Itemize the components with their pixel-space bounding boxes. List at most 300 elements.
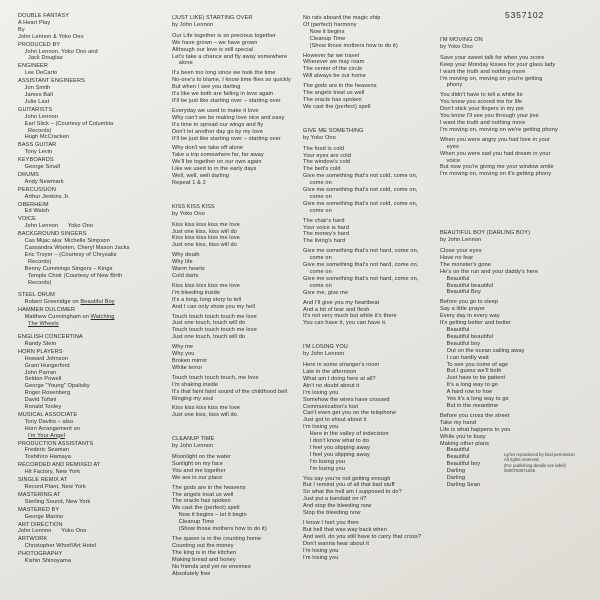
lyric-line: So what the hell am I supposed to do? — [303, 489, 402, 496]
lyric-line: eyes — [440, 143, 459, 150]
lyric-line: Cleanup Time — [303, 35, 346, 42]
credit-line: Records) — [18, 258, 52, 265]
lyric-line: Give me something that's not cold, come on, — [303, 187, 418, 194]
credit-line: George Marino — [18, 513, 64, 520]
lyric-line: I'm losing you — [303, 547, 339, 554]
credit-section — [18, 477, 168, 491]
credit-section — [18, 107, 168, 142]
lyric-line: Like we used to in the early days — [172, 166, 257, 173]
lyric-line: But now you're giving me your window smile — [440, 164, 554, 171]
lyric-line: Beautiful — [440, 454, 470, 461]
lyric-line: And a bit of tear and flesh — [303, 306, 370, 313]
credit-section — [18, 412, 168, 440]
lyric-line: And well, do you still have to carry that cross? — [303, 533, 422, 540]
stanza — [303, 218, 437, 246]
lyric-line: No rats aboard the magic ship — [303, 15, 381, 21]
credit-section-heading: PHOTOGRAPHY — [18, 551, 63, 558]
lyric-line: It's a long, long story to tell — [172, 296, 242, 303]
credit-line: Record Plant, New York — [18, 484, 86, 490]
lyric-line: Stop the bleeding now — [303, 510, 361, 517]
lyric-line: But when I see you darling — [172, 84, 241, 91]
credit-section — [18, 292, 168, 306]
lyric-line: Why you — [172, 351, 195, 358]
lyric-line: Communication's lost — [303, 403, 358, 410]
lyric-line: Touch touch touch touch me love — [172, 313, 257, 320]
lyric-line: Just one touch, touch will do — [172, 320, 246, 327]
credit-section — [18, 202, 168, 216]
lyric-line: Broken mirror — [172, 357, 208, 364]
credit-section-heading: RECORDED AND REMIXED AT — [18, 462, 101, 469]
lyric-line: Kiss kiss kiss kiss me love — [172, 282, 240, 289]
credit-section — [18, 307, 168, 328]
lyric-line: I'm losing you — [303, 554, 339, 561]
lyric-line: No friends and yet no enemies — [172, 563, 251, 570]
lyric-line: Why don't we take off alone — [172, 145, 244, 152]
lyric-line: voice — [440, 157, 461, 164]
song-title: CLEANUP TIME — [172, 436, 215, 443]
lyric-line: It's time to spread our wings and fly — [172, 121, 264, 128]
credit-line: Howard Johnson — [18, 355, 69, 362]
lyric-line: You know I'll see you through your jive — [440, 113, 539, 120]
lyric-line: The angels treat us well — [303, 90, 365, 97]
credit-line: Roger Rosenberg — [18, 390, 71, 397]
lyric-line: Moonlight on the water — [172, 454, 231, 461]
footer-line: Lyrics reproduced by kind permission — [504, 452, 575, 457]
stanza — [172, 405, 300, 419]
lyric-line: Keep your Monday kisses for your glass lady — [440, 61, 556, 68]
credit-line: George "Young" Opalisky — [18, 383, 90, 390]
catalog-number: 5357102 — [505, 10, 545, 20]
lyric-line: I'm shaking inside — [172, 381, 219, 388]
lyric-line: I don't know what to do — [303, 438, 369, 445]
lyric-line: You didn't have to tell a white lie — [440, 92, 523, 99]
credit-section-heading: BASS GUITAR — [18, 142, 57, 149]
credit-section — [18, 441, 168, 462]
stanza — [303, 520, 437, 561]
lyric-line: Warm hearts — [172, 266, 205, 273]
credit-section-heading: VOICE — [18, 216, 36, 223]
song-title: KISS KISS KISS — [172, 203, 215, 210]
lyric-line: Beautiful — [440, 275, 470, 282]
lyrics-column-3 — [440, 37, 576, 489]
credit-line: Andy Newmark — [18, 178, 64, 185]
lyric-line: Life is what happens to you — [440, 426, 511, 433]
lyric-line: Touch touch touch touch, me love — [172, 374, 259, 381]
credit-section — [18, 349, 168, 411]
credit-line: John Lennon, Yoko Ono and — [18, 48, 98, 55]
credit-line: Kishin Shinoyama — [18, 558, 71, 565]
album-title: DOUBLE FANTASY — [18, 13, 70, 19]
credit-section-heading: HAMMER DULCIMER — [18, 307, 76, 314]
lyric-line: It's been too long since we took the time — [172, 70, 276, 77]
credit-section — [18, 42, 168, 63]
stanza — [303, 362, 437, 473]
lyric-line: I'm losing you — [303, 389, 339, 396]
lyric-line: And I'll give you my heartbeat — [303, 299, 380, 306]
lyric-line: What am I doing here at all? — [303, 375, 376, 382]
credit-section — [18, 63, 168, 77]
credit-section — [18, 492, 168, 506]
lyric-line: You and me together — [172, 467, 226, 474]
stanza — [303, 83, 437, 111]
stanza — [172, 375, 300, 403]
lyric-line: The king is in the kitchen — [172, 549, 237, 556]
lyric-line: However far we travel — [303, 52, 360, 59]
lyric-line: To see you come of age — [440, 361, 509, 368]
lyric-line: (Show those mothers how to do it) — [172, 526, 267, 533]
stanza — [172, 108, 300, 143]
lyric-line: Everyday we used to make it love — [172, 107, 259, 114]
song-block — [303, 128, 437, 327]
lyric-line: I want the truth and nothing more — [440, 119, 526, 126]
credit-section-heading: MASTERING AT — [18, 491, 61, 498]
credit-section — [18, 187, 168, 201]
lyric-line: I'm losing you — [303, 465, 346, 472]
lyric-line: It'll be just like starting over – starting over — [172, 135, 281, 142]
lyric-line: Before you go to sleep — [440, 299, 499, 306]
song-author: by John Lennon — [172, 443, 214, 450]
credit-line — [18, 433, 168, 440]
stanza — [172, 485, 300, 533]
lyric-line: come on — [303, 180, 332, 187]
lyric-line: The oracle has spoken — [172, 498, 231, 505]
stanza — [303, 15, 437, 50]
lyric-line: Just one kiss, kiss will do — [172, 242, 237, 249]
lyric-line: Beautiful boy — [440, 461, 481, 468]
lyric-line: Touch touch touch touch me love — [172, 327, 257, 334]
lyric-line: Out on the ocean sailing away — [440, 347, 525, 354]
lyric-line: Sunlight on my face — [172, 460, 224, 467]
credit-line: Toshihiro Hamaya — [18, 454, 71, 461]
credit-line: John Lennon — [18, 113, 59, 120]
lyric-line: I'm moving on, moving on you're getting — [440, 75, 543, 82]
lyric-line: Now it begins — [303, 28, 345, 35]
lyric-line: Our Life together is so precious together — [172, 32, 276, 39]
lyric-line: Ringing my soul — [172, 395, 214, 402]
lyric-line: phony — [440, 82, 463, 89]
credit-line: John Lennon Yoko Ono — [18, 223, 94, 230]
lyric-line: No-one's to blame, I know time flies so quickly — [172, 77, 291, 84]
lyric-line: Cleanup Time — [172, 519, 215, 526]
credit-section-heading: OBERHEIM — [18, 201, 49, 208]
lyric-line: We cast the (perfect) spell — [303, 103, 371, 110]
credit-section — [18, 551, 168, 565]
lyric-line: The oracle has spoken — [303, 96, 362, 103]
credit-section — [18, 172, 168, 186]
lyric-line: Give me something that's not hard, come on, — [303, 262, 419, 269]
lyric-line: Before you cross the street — [440, 412, 510, 419]
lyric-line: Take a trip somewhere far, far away — [172, 152, 264, 159]
lyric-line: Give me, give me — [303, 289, 349, 296]
credit-line: Jon Smith — [18, 85, 51, 92]
stanza — [303, 53, 437, 81]
lyric-line: And stop the bleeding now — [303, 503, 372, 510]
credit-line: Eric Troyer – (Courtesy of Chrysalis — [18, 251, 117, 258]
lyric-line: It's that faint faint sound of the childhood bell — [172, 388, 288, 395]
lyric-line: We'll be together on our own again — [172, 159, 262, 166]
lyric-line: Your eyes are cold — [303, 152, 351, 159]
credit-line: Lee DeCarlo — [18, 70, 58, 77]
lyric-line: Save your sweet talk for when you score — [440, 54, 545, 61]
lyric-line: We cast the (perfect) spell — [172, 505, 240, 512]
lyric-line: Darling Sean — [440, 481, 481, 488]
lyric-line: The angels treat us well — [172, 491, 234, 498]
song-author: by John Lennon — [303, 351, 345, 358]
lyric-line: Can't even get you on the telephone — [303, 410, 397, 417]
footer-line: 0600753571026 — [504, 468, 536, 474]
credit-section-heading: GUITARISTS — [18, 106, 53, 113]
credit-section — [18, 216, 168, 230]
stanza — [172, 33, 300, 68]
footer-line: (For publishing details see label) — [504, 462, 566, 468]
stanza — [440, 248, 576, 296]
lyric-line: The center of the circle — [303, 66, 363, 73]
credit-section — [18, 78, 168, 106]
lyric-line: But I guess we'll both — [440, 368, 502, 375]
lyric-line: Making bread and honey — [172, 556, 236, 563]
lyric-line: come on — [303, 255, 332, 262]
lyric-line: Give me something that's not hard, come on, — [303, 248, 419, 255]
footer-line: All rights reserved. — [504, 457, 540, 463]
lyric-line: alone — [172, 60, 193, 67]
credit-line: Seldon Powell — [18, 376, 62, 383]
credit-section — [18, 507, 168, 521]
credit-line: Julie Last — [18, 98, 50, 105]
lyric-line: Don't stick your fingers in my pie — [440, 106, 524, 113]
lyric-line: Let's take a chance and fly away somewhere — [172, 53, 288, 60]
lyric-line: I'm losing you — [303, 458, 346, 465]
lyric-line: But I remind you of all that bad stuff — [303, 482, 395, 489]
song-author: by John Lennon — [440, 237, 482, 244]
footer-note — [504, 452, 578, 474]
lyric-line: Why can't we be making love nice and easy — [172, 114, 285, 121]
lyric-line: I'm losing you — [303, 424, 339, 431]
lyric-line: Although our love is still special — [172, 46, 254, 53]
credit-section — [18, 536, 168, 550]
credit-line: Cassandra Wooten, Cheryl Mason Jacks — [18, 245, 130, 251]
stanza — [440, 92, 576, 133]
credit-line: George Small — [18, 164, 61, 171]
lyric-line: Ain't no doubt about it — [303, 382, 360, 389]
lyric-line: Late in the afternoon — [303, 368, 357, 375]
credit-section-heading: ARTWORK — [18, 536, 48, 543]
stanza — [440, 413, 576, 489]
lyric-line: Beautiful beautiful — [440, 282, 493, 289]
lyric-line: Absolutely free — [172, 570, 211, 577]
lyric-line: Now it begins – let it begin — [172, 512, 247, 519]
lyric-line: Will always be our home — [303, 73, 366, 80]
lyric-line: The chair's hard — [303, 217, 345, 224]
lyric-line: You can have it, you can have it. — [303, 320, 387, 327]
credit-section-heading: ASSISTANT ENGINEERS — [18, 78, 85, 85]
lyric-line: He's on the run and your daddy's here — [440, 268, 539, 275]
lyric-line: I feel you slipping away — [303, 444, 370, 451]
lyric-line: Beautiful Boy — [440, 289, 481, 296]
lyric-line: Beautiful boy — [440, 340, 481, 347]
song-title: I'M LOSING YOU — [303, 344, 348, 351]
lyric-line: Don't wanna hear about it — [303, 540, 370, 547]
lyric-line: It's getting better and better — [440, 320, 511, 327]
lyric-line: Say a little prayer — [440, 306, 486, 313]
stanza — [172, 536, 300, 577]
lyric-line: Repeat 1 & 2 — [172, 179, 206, 186]
song-continuation — [303, 15, 437, 111]
lyric-line: The gods are in the heavens — [172, 484, 246, 491]
album-subtitle-line: By — [18, 26, 25, 33]
lyric-line: Every day in every way — [440, 313, 500, 320]
credit-section-heading: MASTERED BY — [18, 506, 60, 513]
lyric-line: Give me something that's not cold, come on, — [303, 173, 418, 180]
lyric-line: Well, well, well darling — [172, 173, 230, 180]
credit-line: John Parran — [18, 369, 57, 376]
lyric-line: We are in our place — [172, 474, 223, 481]
lyric-line: Close your eyes — [440, 248, 482, 255]
lyric-line: Yes it's a long way to go — [440, 396, 509, 403]
credit-line: Earl Slick – (Courtesy of Columbia — [18, 120, 114, 127]
lyrics-column-1 — [172, 15, 300, 577]
lyric-line: Wherever we may roam — [303, 59, 365, 66]
credit-line: Ronald Tooley — [18, 404, 62, 411]
lyric-line: come on — [303, 193, 332, 200]
lyric-line: I feel you slipping away — [303, 451, 370, 458]
lyric-line: Just one touch, touch will do — [172, 334, 246, 341]
lyric-line: come on — [303, 207, 332, 214]
lyric-line: come on — [303, 282, 332, 289]
credit-line: Matthew Cunningham on Watching — [18, 314, 115, 321]
song-block — [440, 37, 576, 178]
lyric-line: It's a long way to go — [440, 382, 498, 389]
lyric-line: But hell that was way back when — [303, 526, 387, 533]
credit-section-heading: MUSICAL ASSOCIATE — [18, 411, 78, 418]
lyric-line: White terror — [172, 364, 203, 371]
lyric-line: Why me — [172, 344, 194, 351]
lyric-line: Darling — [440, 468, 466, 475]
credit-line: Ed Walsh — [18, 208, 50, 215]
album-subtitle-line: A Heart Play — [18, 19, 51, 26]
credit-line: Records) — [18, 127, 52, 134]
lyric-line: Don't let another day go by my love — [172, 128, 264, 135]
album-subtitle-line: John Lennon & Yoko Ono — [18, 33, 84, 40]
underlined-song-reference: The Wheels — [27, 321, 59, 328]
lyric-line: Why death — [172, 252, 200, 259]
lyric-line: Beautiful — [440, 447, 470, 454]
lyric-line: I'm moving on, moving on it's getting phony — [440, 171, 552, 178]
lyric-line: We have grown – we have grown — [172, 39, 258, 46]
credit-section-heading: ENGINEER — [18, 63, 49, 70]
credit-section-heading: KEYBOARDS — [18, 157, 54, 164]
stanza — [172, 283, 300, 311]
stanza — [172, 222, 300, 250]
lyric-line: Have no fear — [440, 254, 474, 261]
lyric-line: Somehow the wires have crossed — [303, 396, 390, 403]
song-author: by John Lennon — [172, 21, 214, 28]
credit-section-heading: HORN PLAYERS — [18, 348, 63, 355]
lyric-line: When you were angry you had love in your — [440, 136, 551, 143]
credit-line: Sterling Sound, New York — [18, 498, 91, 505]
lyric-line: The living's hard — [303, 238, 346, 245]
lyric-line: Beautiful — [440, 327, 470, 333]
stanza — [172, 454, 300, 482]
credit-line: Jack Douglas — [18, 55, 63, 62]
credit-section-heading: PRODUCED BY — [18, 41, 61, 48]
lyric-line: Give me something that's not hard, come on, — [303, 275, 419, 282]
stanza — [172, 252, 300, 280]
lyric-line: Darling — [440, 475, 466, 482]
lyric-line: A hard row to hoe — [440, 389, 493, 396]
credit-section-heading: DRUMS — [18, 171, 40, 178]
song-title: GIVE ME SOMETHING — [303, 127, 364, 134]
credit-section — [18, 462, 168, 476]
lyric-line: The monster's gone — [440, 261, 492, 268]
stanza — [303, 146, 437, 215]
credit-section-heading: ART DIRECTION — [18, 521, 63, 528]
lyric-line: When you were sad you had dream in your — [440, 150, 551, 157]
stanza — [303, 248, 437, 296]
credit-line: Grant Hungerford — [18, 362, 70, 369]
song-author: by Yoko Ono — [440, 43, 473, 50]
lyric-line: And I can only show you my hell — [172, 303, 256, 310]
stanza — [172, 145, 300, 186]
credit-line: John Lennon Yoko Ono — [18, 528, 87, 535]
lyric-line: Just one kiss, kiss will do. — [172, 412, 239, 419]
stanza — [303, 476, 437, 517]
song-author: by Yoko Ono — [303, 134, 336, 141]
credit-line: Hit Factory, New York — [18, 469, 81, 476]
credit-line: David Tofani — [18, 397, 57, 404]
lyric-line: Give me something that's not cold, come on, — [303, 200, 418, 207]
credit-section-heading: STEEL DRUM — [18, 292, 55, 299]
lyric-line: Here in some stranger's room — [303, 362, 380, 369]
lyric-line: I'm moving on, moving on we're getting phony — [440, 126, 558, 133]
lyric-line: Of (perfect) harmony — [303, 21, 357, 28]
credit-section — [18, 522, 168, 536]
lyric-line: The bed's cold — [303, 166, 341, 173]
underlined-song-reference: Watching — [90, 314, 115, 321]
lyrics-column-2 — [303, 15, 437, 561]
credit-line: Arthur Jenkins Jr. — [18, 193, 70, 200]
song-block — [172, 204, 300, 419]
song-block — [172, 436, 300, 577]
song-block — [172, 15, 300, 187]
lyric-line: (Show those mothers how to do it) — [303, 42, 398, 49]
lyric-line: Just one kiss, kiss will do — [172, 228, 237, 235]
underlined-song-reference: Beautiful Boy — [80, 299, 115, 306]
song-block — [303, 344, 437, 561]
credit-section-heading: PRODUCTION ASSISTANTS — [18, 440, 94, 447]
lyric-line: The queen is in the counting home — [172, 536, 262, 542]
lyric-line: The food is cold — [303, 145, 345, 152]
lyric-line: Take my hand — [440, 419, 477, 426]
lyric-line: I know I hurt you then — [303, 520, 359, 526]
song-title: BEAUTIFUL BOY (DARLING BOY) — [440, 230, 531, 237]
credit-section — [18, 157, 168, 171]
lyric-line: You say you're not getting enough — [303, 475, 391, 482]
credit-line: Horn Arrangement on — [18, 425, 81, 432]
lyric-line: I want the truth and nothing more — [440, 68, 526, 75]
lyric-line: It's like we both are falling in love again — [172, 91, 274, 98]
credit-line — [18, 321, 168, 328]
lyric-line: The window's cold — [303, 159, 351, 166]
lyric-line: Kiss kiss kiss kiss me love — [172, 405, 240, 412]
lyric-line: Just put a bandaid on it? — [303, 496, 367, 503]
credit-section — [18, 142, 168, 156]
lyric-line: come on — [303, 269, 332, 275]
lyric-line: Your voice is hard — [303, 224, 350, 231]
underlined-song-reference: I'm Your Angel — [27, 432, 65, 439]
credit-section-heading: PERCUSSION — [18, 186, 56, 193]
lyric-line: Why life — [172, 259, 193, 266]
stanza — [440, 137, 576, 178]
